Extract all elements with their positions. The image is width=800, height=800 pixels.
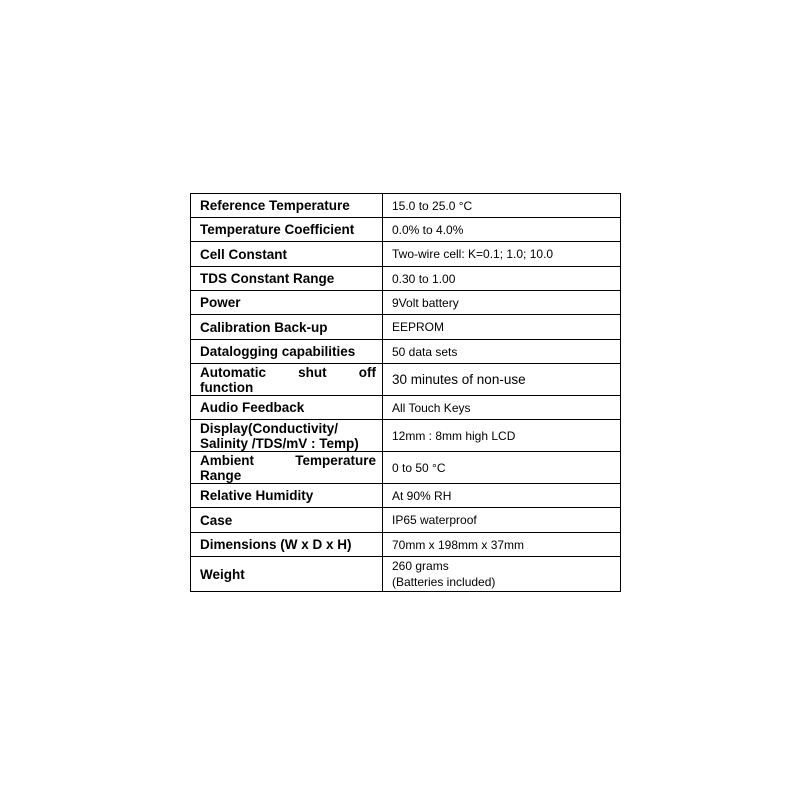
table-row bbox=[191, 340, 621, 364]
spec-label-line: Display(Conductivity/ bbox=[200, 420, 339, 436]
table-row bbox=[191, 508, 621, 533]
spec-label: Temperature Coefficient bbox=[191, 218, 383, 242]
spec-label-line: Automatic shut off bbox=[200, 364, 376, 380]
spec-value: 9Volt battery bbox=[383, 291, 621, 315]
spec-value: At 90% RH bbox=[383, 484, 621, 508]
spec-value: EEPROM bbox=[383, 315, 621, 340]
table-row bbox=[191, 557, 621, 592]
spec-value-line: (Batteries included) bbox=[392, 575, 496, 589]
spec-label: TDS Constant Range bbox=[191, 267, 383, 291]
spec-value: 12mm : 8mm high LCD bbox=[383, 420, 621, 452]
spec-label: Reference Temperature bbox=[191, 194, 383, 218]
spec-label: Calibration Back-up bbox=[191, 315, 383, 340]
spec-label: Dimensions (W x D x H) bbox=[191, 533, 383, 557]
spec-value: 0 to 50 °C bbox=[383, 452, 621, 484]
table-row bbox=[191, 218, 621, 242]
spec-value bbox=[383, 557, 621, 592]
spec-label-line: function bbox=[200, 379, 254, 395]
spec-label: Audio Feedback bbox=[191, 396, 383, 420]
spec-label-line: Ambient Temperature bbox=[200, 452, 376, 468]
table-row bbox=[191, 396, 621, 420]
spec-label bbox=[191, 452, 383, 484]
spec-value: All Touch Keys bbox=[383, 396, 621, 420]
spec-label: Datalogging capabilities bbox=[191, 340, 383, 364]
spec-label: Case bbox=[191, 508, 383, 533]
table-row bbox=[191, 420, 621, 452]
table-row bbox=[191, 484, 621, 508]
table-row bbox=[191, 533, 621, 557]
table-row bbox=[191, 315, 621, 340]
spec-value: 50 data sets bbox=[383, 340, 621, 364]
spec-value: 0.0% to 4.0% bbox=[383, 218, 621, 242]
spec-label-line: Salinity /TDS/mV : Temp) bbox=[200, 435, 359, 451]
spec-value: IP65 waterproof bbox=[383, 508, 621, 533]
spec-label-line: Range bbox=[200, 467, 242, 483]
table-row bbox=[191, 267, 621, 291]
spec-label: Weight bbox=[191, 557, 383, 592]
table-row bbox=[191, 452, 621, 484]
spec-label bbox=[191, 364, 383, 396]
spec-value: 30 minutes of non-use bbox=[383, 364, 621, 396]
spec-value: 70mm x 198mm x 37mm bbox=[383, 533, 621, 557]
table-row bbox=[191, 364, 621, 396]
spec-value: Two-wire cell: K=0.1; 1.0; 10.0 bbox=[383, 242, 621, 267]
spec-label: Relative Humidity bbox=[191, 484, 383, 508]
specifications-table bbox=[190, 193, 621, 592]
table-row bbox=[191, 291, 621, 315]
spec-value: 0.30 to 1.00 bbox=[383, 267, 621, 291]
table-row bbox=[191, 242, 621, 267]
table-row bbox=[191, 194, 621, 218]
spec-value: 15.0 to 25.0 °C bbox=[383, 194, 621, 218]
spec-value-line: 260 grams bbox=[392, 559, 449, 573]
spec-label: Cell Constant bbox=[191, 242, 383, 267]
spec-label bbox=[191, 420, 383, 452]
spec-label: Power bbox=[191, 291, 383, 315]
